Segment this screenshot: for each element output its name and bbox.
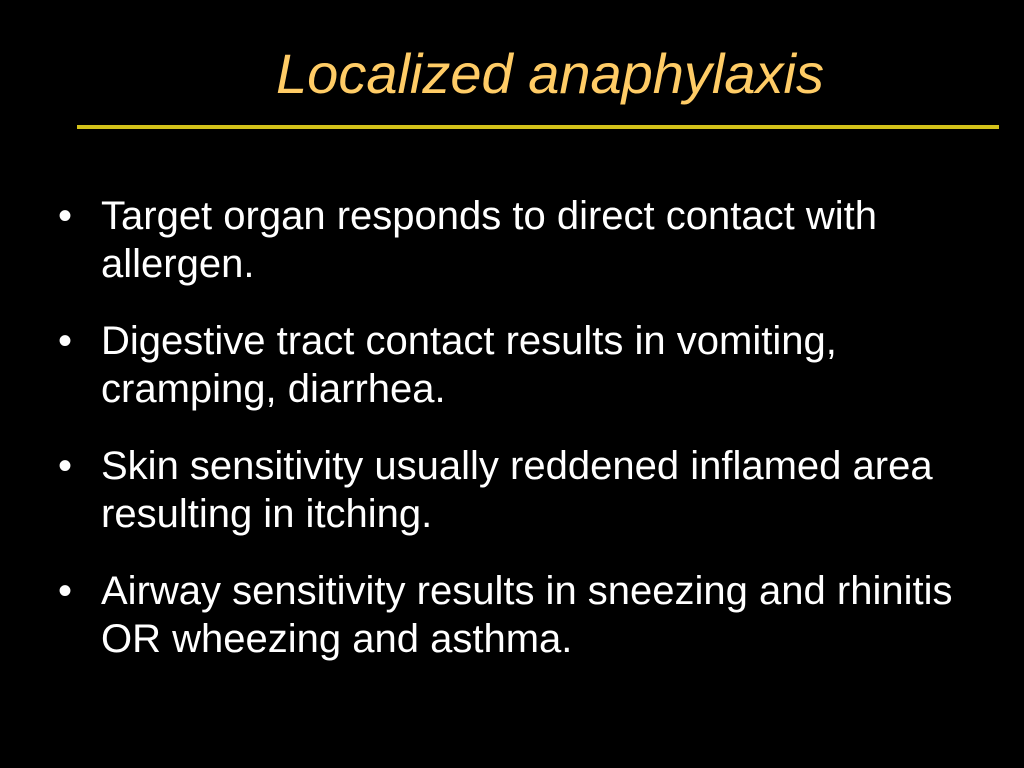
bullet-text: Skin sensitivity usually reddened inflamed area resulting in itching. — [101, 444, 933, 536]
bullet-list — [58, 192, 998, 692]
bullet-text: Target organ responds to direct contact with allergen. — [101, 194, 877, 286]
bullet-item — [58, 192, 998, 288]
bullet-point-icon: • — [58, 444, 73, 488]
title-divider — [77, 125, 999, 129]
bullet-item — [58, 317, 998, 413]
bullet-point-icon: • — [58, 569, 73, 613]
bullet-item — [58, 567, 998, 663]
bullet-text: Airway sensitivity results in sneezing and rhinitis OR wheezing and asthma. — [101, 569, 953, 661]
bullet-item — [58, 442, 998, 538]
slide-title: Localized anaphylaxis — [276, 42, 824, 105]
bullet-point-icon: • — [58, 194, 73, 238]
bullet-text: Digestive tract contact results in vomiting, cramping, diarrhea. — [101, 319, 837, 411]
bullet-point-icon: • — [58, 319, 73, 363]
